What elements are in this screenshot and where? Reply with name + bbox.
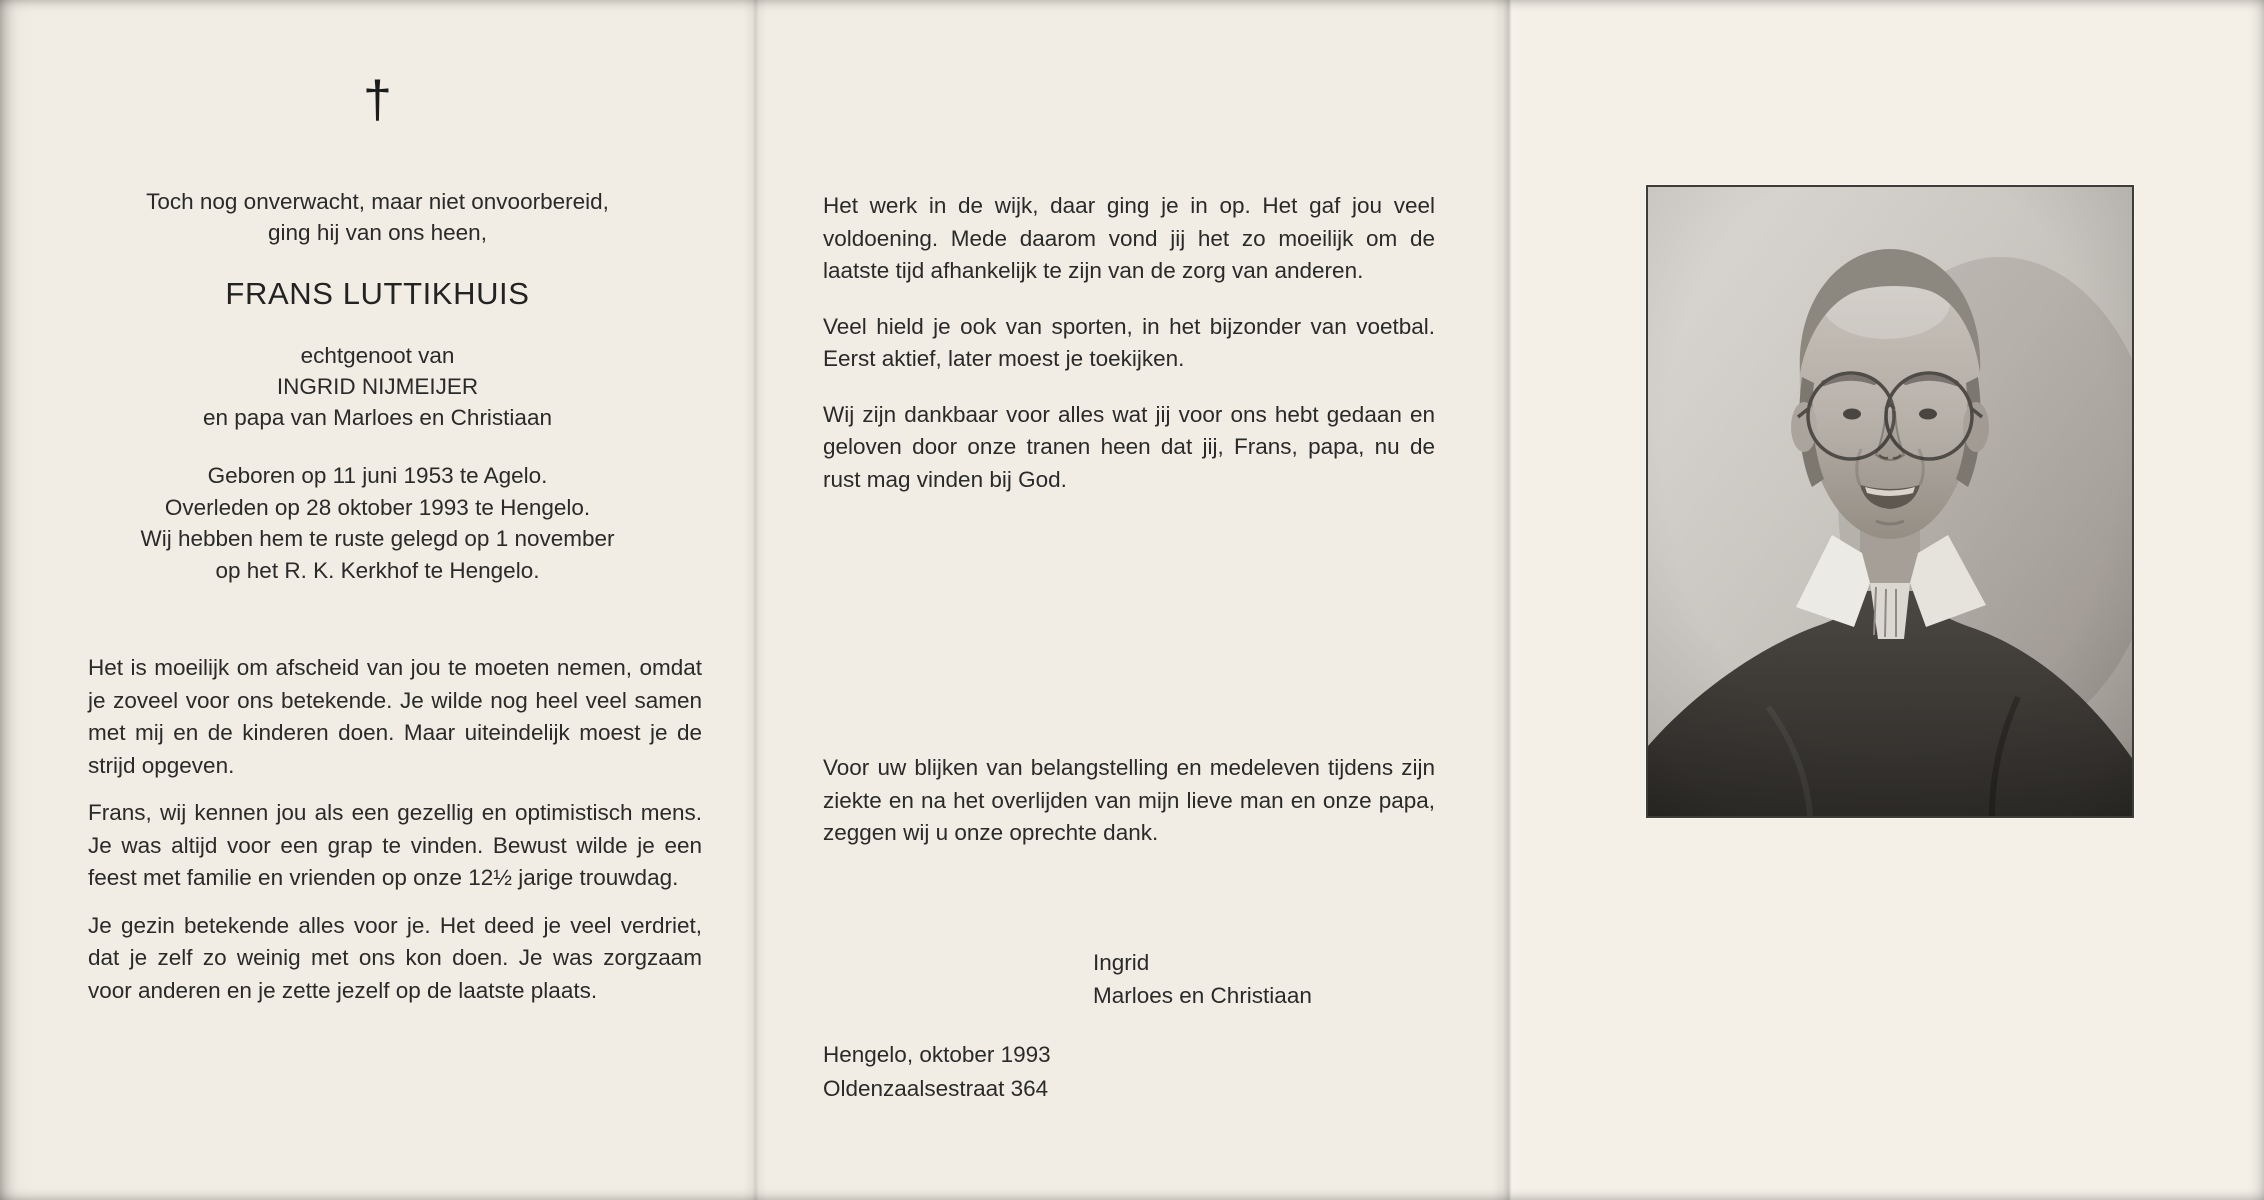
intro-line: ging hij van ons heen,: [268, 220, 487, 245]
relation-line: en papa van Marloes en Christiaan: [203, 405, 552, 430]
paragraph: Het is moeilijk om afscheid van jou te moeten nemen, omdat je zoveel voor ons betekende. Je wilde nog heel veel samen met mij en de kinderen doen. Maar uiteindelijk moest je de strijd opgeven.: [88, 655, 702, 778]
family-relations: [40, 340, 715, 433]
birth-line: Geboren op 11 juni 1953 te Agelo.: [207, 463, 548, 488]
spouse-name: INGRID NIJMEIJER: [276, 374, 479, 399]
burial-line: Wij hebben hem te ruste gelegd op 1 november: [140, 526, 615, 551]
cross-symbol: †: [363, 71, 392, 129]
right-panel: [1510, 0, 2264, 1200]
photo-vignette: [1648, 187, 2132, 816]
left-panel: [0, 0, 755, 1200]
deceased-name: FRANS LUTTIKHUIS: [225, 276, 530, 311]
life-dates: [28, 460, 727, 586]
memorial-text-middle: [823, 190, 1435, 519]
paragraph: Het werk in de wijk, daar ging je in op. Het gaf jou veel voldoening. Mede daarom vond jij het zo moeilijk om de laatste tijd afhankelijk te zijn van de zorg van anderen.: [823, 193, 1435, 283]
paragraph: Je gezin betekende alles voor je. Het deed je veel verdriet, dat je zelf zo weinig met ons kon doen. Je was zorgzaam voor anderen en je zette jezelf op de laatste plaats.: [88, 912, 702, 1003]
paragraph: Frans, wij kennen jou als een gezellig en optimistisch mens. Je was altijd voor een grap te vinden. Bewust wilde je een feest met familie en vrienden op onze 12½ jarige trouwdag.: [88, 800, 702, 890]
signature: [1093, 946, 1312, 1012]
address: Oldenzaalsestraat 364: [823, 1076, 1049, 1101]
paragraph: Voor uw blijken van belangstelling en medeleven tijdens zijn ziekte en na het overlijden van mijn lieve man en onze papa, zeggen wij u onze oprechte dank.: [823, 755, 1435, 845]
signature-line: Marloes en Christiaan: [1093, 983, 1312, 1008]
intro-text: [50, 186, 705, 248]
signature-line: Ingrid: [1093, 950, 1150, 975]
death-line: Overleden op 28 oktober 1993 te Hengelo.: [164, 494, 591, 520]
photo-frame: [1646, 185, 2134, 818]
middle-panel: [755, 0, 1510, 1200]
memorial-text-left: [88, 652, 702, 1022]
paragraph: Veel hield je ook van sporten, in het bijzonder van voetbal. Eerst aktief, later moest je toekijken.: [823, 313, 1435, 371]
relation-line: echtgenoot van: [300, 343, 455, 368]
paragraph: Wij zijn dankbaar voor alles wat jij voor ons hebt gedaan en geloven door onze tranen heen dat jij, Frans, papa, nu de rust mag vinden bij God.: [823, 401, 1435, 492]
portrait-photo: [1648, 187, 2132, 816]
intro-line: Toch nog onverwacht, maar niet onvoorbereid,: [146, 189, 609, 214]
acknowledgement-text: [823, 752, 1435, 850]
place-date: Hengelo, oktober 1993: [823, 1042, 1051, 1067]
burial-line: op het R. K. Kerkhof te Hengelo.: [215, 557, 540, 583]
